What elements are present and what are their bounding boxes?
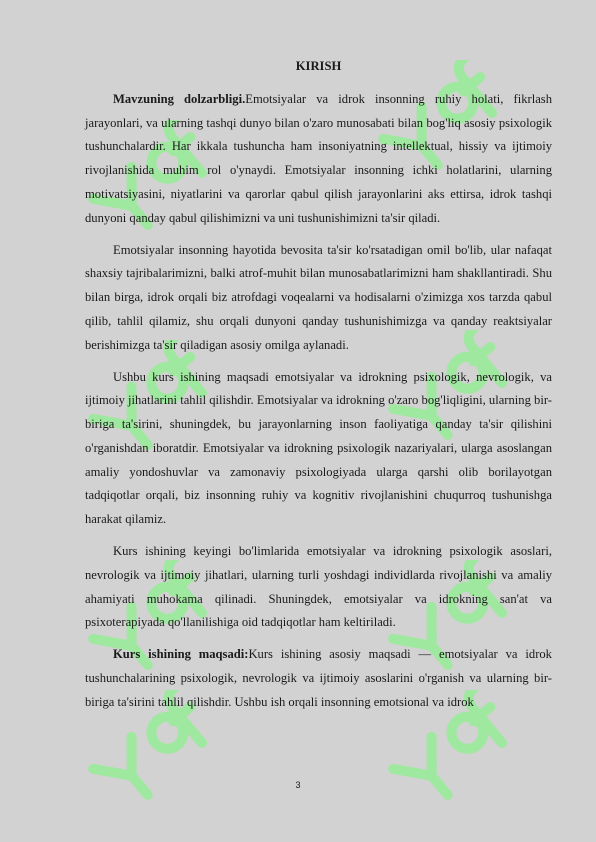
paragraph-text: Ushbu kurs ishining maqsadi emotsiyalar va idrokning psixologik, nevrologik, va ijtimoiy jihatlarini tahlil qilishdir. Emotsiyalar va idrokning o'zaro bog'liqligini, ularning bir-biriga ta'sirini, shuningdek, bu jarayonlarning inson faoliyatiga qanday ta'sir qilishini o'rganishdan iboratdir. Emotsiyalar va idrokning psixologik nazariyalari, ularga asoslangan amaliy yondoshuvlar va zamonaviy psixologiyada ularga qarshi olib borilayotgan tadqiqotlar orqali, biz insonning ruhiy va kognitiv rivojlanishini chuqurroq tushunishga harakat qilamiz. (85, 369, 552, 526)
paragraph-text: Kurs ishining keyingi bo'limlarida emotsiyalar va idrokning psixologik asoslari, nevrologik va ijtimoiy jihatlari, ularning turli yoshdagi individlarda rivojlanishi va amaliy ahamiyati muhokama qilinadi. Shuningdek, emotsiyalar va idrokning san'at va psixoterapiyada qo'llanilishiga oid tadqiqotlar ham keltiriladi. (85, 544, 552, 630)
paragraph (85, 239, 552, 358)
paragraph-goal (85, 643, 552, 714)
paragraph (85, 540, 552, 635)
paragraph-text: Kurs ishining asosiy maqsadi — emotsiyalar va idrok tushunchalarining psixologik, nevrologik va ijtimoiy asoslarini o'rganish va ularning bir-biriga ta'sirini tahlil qilishdir. Ushbu ish orqali insonning emotsional va idrok (85, 647, 552, 709)
page-number: 3 (295, 780, 301, 790)
paragraph-lead: Kurs ishining maqsadi: (113, 647, 249, 662)
page-title: KIRISH (295, 59, 342, 73)
paragraph (85, 366, 552, 532)
paragraph-lead: Mavzuning dolzarbligi. (113, 92, 246, 106)
paragraph-relevance (85, 88, 552, 230)
body-text (85, 88, 552, 723)
paragraph-text: Emotsiyalar va idrok insonning ruhiy holati, fikrlash jarayonlari, va ularning tashqi dunyo bilan o'zaro munosabati bilan bog'liq asosiy psixologik tushunchalardir. Har ikkala tushuncha ham insoniyatning intellektual, hissiy va ijtimoiy rivojlanishida muhim rol o'ynaydi. Emotsiyalar insonning ichki holatlarini, ularning motivatsiyasini, niyatlarini va qarorlar qabul qilish jarayonlarini aks ettirsa, idrok tashqi dunyoni qanday qabul qilishimizni va uni tushunishimizni ta'sir qiladi. (85, 92, 552, 225)
paragraph-text: Emotsiyalar insonning hayotida bevosita ta'sir ko'rsatadigan omil bo'lib, ular nafaqat shaxsiy tajribalarimizni, balki atrof-muhit bilan munosabatlarimizni ham shakllantiradi. Shu bilan birga, idrok orqali biz atrofdagi voqealarni va hodisalarni o'zimizga xos tarzda qabul qilib, tahlil qilamiz, shu orqali dunyoni qanday tushunishimizga va qanday reaktsiyalar berishimizga ta'sir qiladigan asosiy omilga aylanadi. (85, 242, 552, 352)
